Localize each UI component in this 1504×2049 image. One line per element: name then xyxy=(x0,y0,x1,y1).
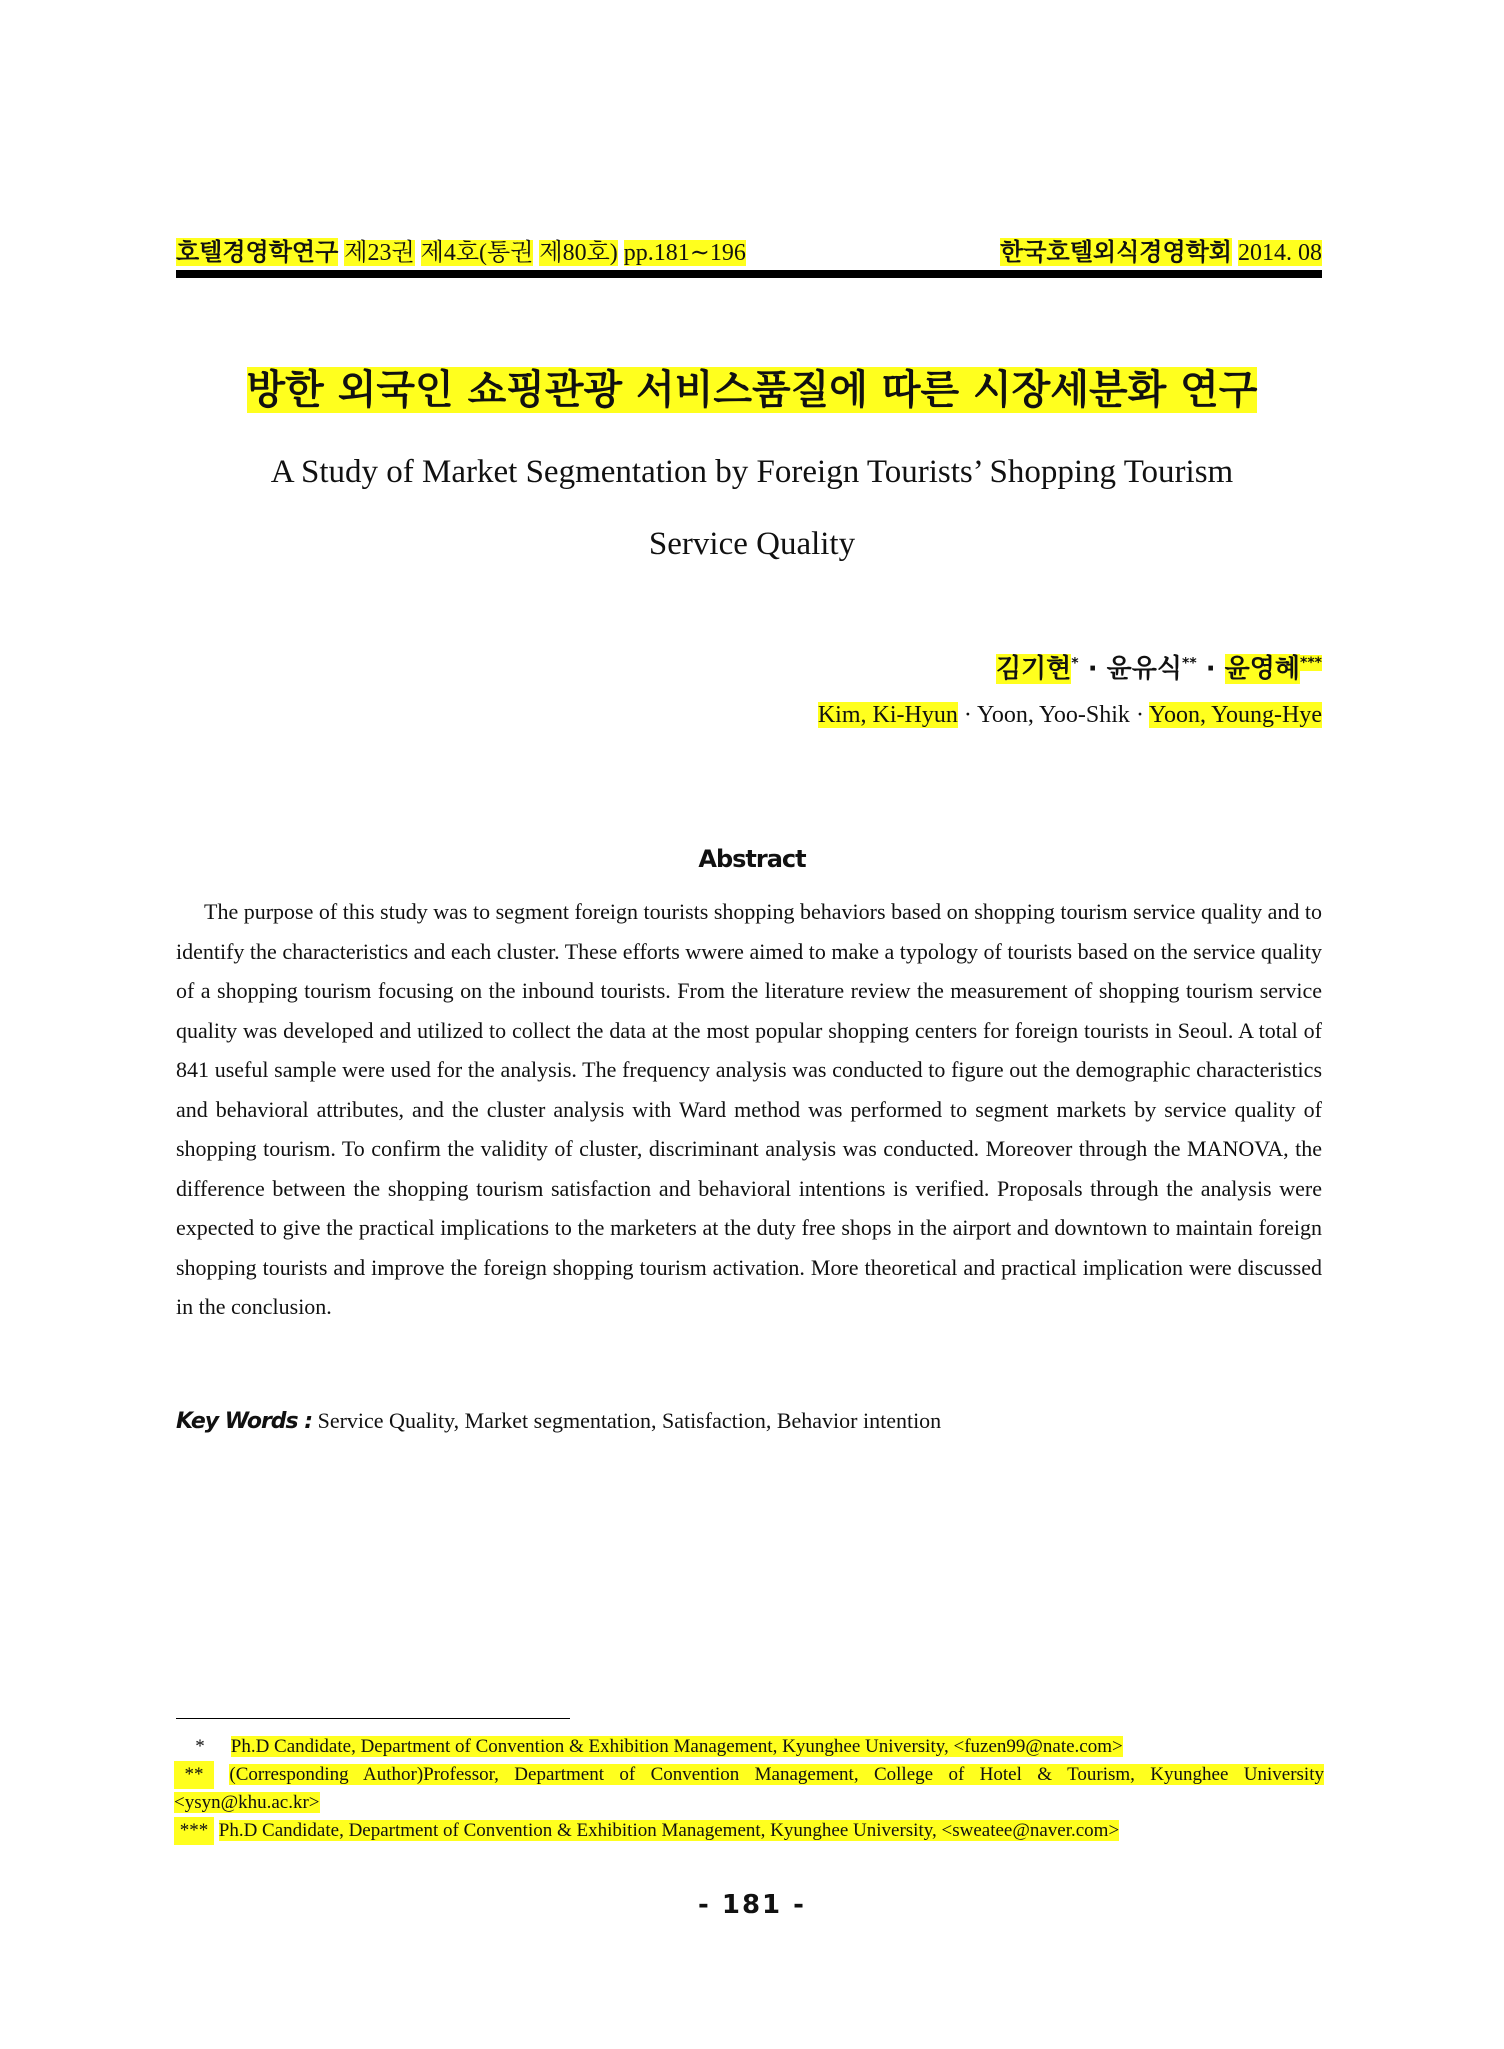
keywords-value: Service Quality, Market segmentation, Satisfaction, Behavior intention xyxy=(317,1408,942,1433)
author-ko-3-mark: *** xyxy=(1300,655,1322,672)
society-info xyxy=(1000,232,1322,267)
footnote-mark: ** xyxy=(174,1761,214,1789)
footnote-mark: *** xyxy=(174,1817,214,1845)
korean-title xyxy=(0,358,1504,415)
author-ko-2-mark: ** xyxy=(1182,655,1197,672)
journal-citation xyxy=(176,232,746,267)
keywords-label: Key Words : xyxy=(176,1409,313,1434)
author-en-2: Yoon, Yoo-Shik xyxy=(976,702,1130,728)
footnote xyxy=(174,1733,1324,1761)
author-ko-3: 윤영혜 xyxy=(1224,654,1301,684)
keywords xyxy=(176,1408,941,1434)
author-separator: · xyxy=(1205,654,1216,684)
society-name: 한국호텔외식경영학회 xyxy=(1000,238,1232,266)
journal-header xyxy=(176,232,1322,268)
journal-pages: pp.181∼196 xyxy=(623,240,746,266)
english-authors xyxy=(818,702,1322,729)
footnote-rule xyxy=(176,1718,570,1719)
footnotes xyxy=(174,1733,1324,1845)
publication-date: 2014. 08 xyxy=(1238,240,1322,266)
abstract-body: The purpose of this study was to segment foreign tourists shopping behaviors based on shopping tourism service quality and to identify the characteristics and each cluster. These efforts wwere aimed to make a typology of tourists based on the service quality of a shopping tourism focusing on the inbound tourists. From the literature review the measurement of shopping tourism service quality was developed and utilized to collect the data at the most popular shopping centers for foreign tourists in Seoul. A total of 841 useful sample were used for the analysis. The frequency analysis was conducted to figure out the demographic characteristics and behavioral attributes, and the cluster analysis with Ward method was performed to segment markets by service quality of shopping tourism. To confirm the validity of cluster, discriminant analysis was conducted. Moreover through the MANOVA, the difference between the shopping tourism satisfaction and behavioral intentions is verified. Proposals through the analysis were expected to give the practical implications to the marketers at the duty free shops in the airport and downtown to maintain foreign shopping tourists and improve the foreign shopping tourism activation. More theoretical and practical implication were discussed in the conclusion. xyxy=(176,899,1322,1319)
author-ko-1: 김기현 xyxy=(995,654,1072,684)
journal-name: 호텔경영학연구 xyxy=(176,238,339,266)
footnote xyxy=(174,1761,1324,1817)
author-en-3: Yoon, Young-Hye xyxy=(1149,702,1322,728)
author-separator: · xyxy=(1135,702,1144,728)
author-en-1: Kim, Ki-Hyun xyxy=(817,702,958,728)
english-title-line-1: A Study of Market Segmentation by Foreign Tourists’ Shopping Tourism xyxy=(270,454,1234,490)
journal-volume: 제23권 xyxy=(344,240,415,266)
footnote-text: Ph.D Candidate, Department of Convention & Exhibition Management, Kyunghee University, <fuzen99@nate.com> xyxy=(230,1736,1123,1757)
english-title-line-2: Service Quality xyxy=(648,526,856,562)
header-rule xyxy=(176,270,1322,278)
author-ko-2: 윤유식 xyxy=(1106,654,1182,684)
footnote-text: Ph.D Candidate, Department of Convention & Exhibition Management, Kyunghee University, <sweatee@naver.com> xyxy=(218,1820,1120,1841)
footnote xyxy=(174,1817,1324,1845)
journal-issue: 제4호(통권 xyxy=(420,240,534,266)
korean-title-text: 방한 외국인 쇼핑관광 서비스품질에 따른 시장세분화 연구 xyxy=(246,367,1258,413)
author-separator: · xyxy=(1087,654,1098,684)
author-ko-1-mark: * xyxy=(1071,655,1079,672)
korean-authors xyxy=(996,648,1322,685)
page-number: - 181 - xyxy=(698,1890,806,1920)
footnote-mark: * xyxy=(195,1736,205,1757)
english-title xyxy=(150,436,1354,580)
author-separator: · xyxy=(963,702,972,728)
journal-serial: 제80호) xyxy=(539,240,618,266)
abstract-heading: Abstract xyxy=(698,845,806,873)
footnote-text: (Corresponding Author)Professor, Department of Convention Management, College of Hotel & Tourism, Kyunghee University <ysyn@khu.ac.kr> xyxy=(174,1764,1324,1813)
